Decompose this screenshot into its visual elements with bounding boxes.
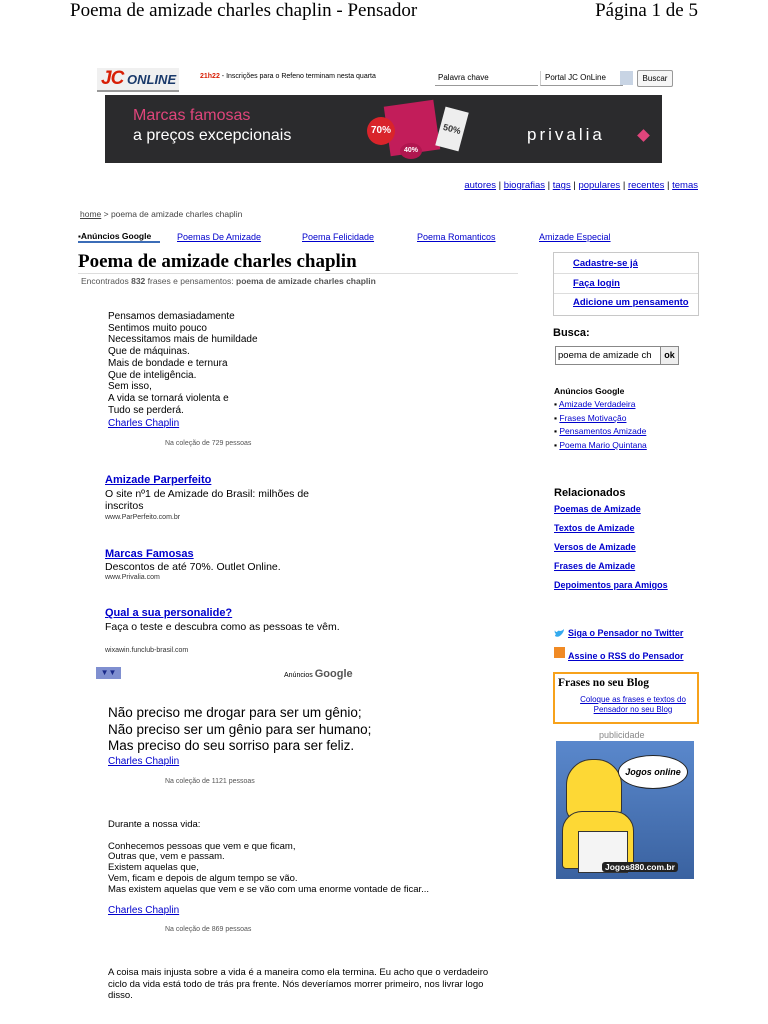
jc-logo-online: ONLINE xyxy=(127,72,177,87)
print-title: Poema de amizade charles chaplin - Pensador xyxy=(70,0,418,21)
jc-ticker[interactable] xyxy=(200,73,376,80)
privalia-logo: privalia xyxy=(527,125,605,144)
breadcrumb xyxy=(80,209,242,219)
login-link[interactable]: Faça login xyxy=(573,278,620,289)
poem-author-link[interactable]: Charles Chaplin xyxy=(108,905,180,916)
poem-text: Durante a nossa vida: Conhecemos pessoas que vem e que ficam, Outras que, vem e passam. Existem aquelas que, Vem, ficam e depois de algum tempo se vão. Mas existem aquelas que vem e se vão com uma enorme vontade de ficar... xyxy=(108,819,430,895)
results-summary: Encontrados 832 frases e pensamentos: poema de amizade charles chaplin xyxy=(81,276,376,286)
nav-biografias[interactable]: biografias xyxy=(503,180,545,191)
account-divider xyxy=(554,273,698,274)
jc-portal-select[interactable]: Portal JC OnLine xyxy=(540,71,623,86)
jc-logo-jc: JC xyxy=(101,68,124,89)
blog-box xyxy=(553,672,699,724)
privalia-star-icon xyxy=(637,129,650,142)
signup-link[interactable]: Cadastre-se já xyxy=(573,258,638,269)
account-divider xyxy=(554,293,698,294)
publicidade-label: publicidade xyxy=(599,730,645,740)
ads-nav-amizade-especial[interactable]: Amizade Especial xyxy=(539,232,611,242)
related-link[interactable]: Textos de Amizade xyxy=(554,523,635,533)
google-logo: Google xyxy=(314,668,353,680)
ad-url[interactable]: www.ParPerfeito.com.br xyxy=(105,514,181,521)
ad-description: O site nº1 de Amizade do Brasil: milhões de inscritos xyxy=(105,488,310,512)
blog-box-title: Frases no seu Blog xyxy=(558,677,650,689)
ad-url[interactable]: wixawin.funclub-brasil.com xyxy=(105,647,189,654)
discount-badge-40: 40% xyxy=(400,143,422,159)
sidebar-ad-link[interactable]: Pensamentos Amizade xyxy=(559,426,647,436)
rss-icon xyxy=(554,647,565,658)
ticker-time: 21h22 xyxy=(200,73,220,80)
sidebar-search-input[interactable]: poema de amizade ch xyxy=(555,346,661,365)
sidebar-ad-link[interactable]: Frases Motivação xyxy=(559,412,627,423)
poem-text: Pensamos demasiadamente Sentimos muito pouco Necessitamos mais de humildade Que de máquinas. Mais de bondade e ternura Que de inteligência. Sem isso, A vida se tornará violenta e Tudo se perderá. xyxy=(108,311,258,416)
poem-collection-count: Na coleção de 869 pessoas xyxy=(165,926,252,933)
jogos-online-ad[interactable] xyxy=(556,741,694,879)
discount-tag-50: 50% xyxy=(435,107,469,152)
jc-select-toggle[interactable] xyxy=(620,71,633,85)
banner-line2: a preços excepcionais xyxy=(133,127,292,144)
breadcrumb-home[interactable]: home xyxy=(80,209,102,219)
sidebar-ads-list: ▪ Amizade Verdadeira ▪ Frases Motivação ▪ Pensamentos Amizade ▪ Poema Mario Quintana xyxy=(554,399,647,450)
sidebar-search-label: Busca: xyxy=(553,327,590,339)
poem-text: Não preciso me drogar para ser um gênio; Não preciso ser um gênio para ser humano; Mas preciso do seu sorriso para ser feliz. xyxy=(108,705,372,753)
ads-nav-poema-felicidade[interactable]: Poema Felicidade xyxy=(302,232,375,242)
page-title: Poema de amizade charles chaplin xyxy=(78,251,357,272)
ad-url[interactable]: www.Privalia.com xyxy=(105,574,160,581)
jc-search-button[interactable]: Buscar xyxy=(637,70,673,87)
ads-nav-underline xyxy=(78,241,160,243)
ad-description: Faça o teste e descubra como as pessoas te vêm. xyxy=(105,621,340,633)
discount-badge-70: 70% xyxy=(367,117,395,145)
add-thought-link[interactable]: Adicione um pensamento xyxy=(573,297,689,308)
sidebar-search-button[interactable]: ok xyxy=(660,346,679,365)
ad-title[interactable]: Qual a sua personalide? xyxy=(105,607,233,619)
ad-description: Descontos de até 70%. Outlet Online. xyxy=(105,561,281,573)
ads-nav-poemas-de-amizade[interactable]: Poemas De Amizade xyxy=(177,232,262,242)
banner-line1: Marcas famosas xyxy=(133,107,251,124)
title-divider xyxy=(78,273,518,274)
sidebar-ads-title: Anúncios Google xyxy=(554,386,625,396)
related-link[interactable]: Depoimentos para Amigos xyxy=(554,580,668,590)
poem-collection-count: Na coleção de 1121 pessoas xyxy=(165,778,255,785)
privalia-banner[interactable] xyxy=(105,95,662,163)
ads-nav-poema-romanticos[interactable]: Poema Romanticos xyxy=(417,232,496,242)
poem-collection-count: Na coleção de 729 pessoas xyxy=(165,440,252,447)
poem-author-link[interactable]: Charles Chaplin xyxy=(108,756,180,767)
twitter-bird-icon xyxy=(554,626,565,637)
poem-text: A coisa mais injusta sobre a vida é a maneira como ela termina. Eu acho que o verdadeiro ciclo da vida está todo de trás pra frente. Nós deveríamos morrer primeiro, nos livrar logo disso. xyxy=(108,967,489,1001)
account-box xyxy=(553,252,699,316)
ticker-text: - Inscrições para o Refeno terminam nesta quarta xyxy=(219,73,376,80)
results-query: poema de amizade charles chaplin xyxy=(236,276,376,286)
sidebar-ad-link[interactable]: Amizade Verdadeira xyxy=(558,399,636,409)
results-count: 832 xyxy=(131,276,146,286)
ad-title[interactable]: Amizade Parperfeito xyxy=(105,474,212,486)
related-link[interactable]: Poemas de Amizade xyxy=(554,504,641,514)
nav-autores[interactable]: autores xyxy=(464,180,497,191)
jc-logo[interactable] xyxy=(97,68,179,92)
related-link[interactable]: Versos de Amizade xyxy=(554,542,636,552)
print-page-number: Página 1 de 5 xyxy=(595,0,698,21)
jc-search-input[interactable]: Palavra chave xyxy=(435,71,538,86)
ads-by-google[interactable]: Anúncios Google xyxy=(284,668,353,680)
twitter-link[interactable]: Siga o Pensador no Twitter xyxy=(568,628,684,638)
ad-title[interactable]: Marcas Famosas xyxy=(105,548,194,560)
speech-bubble: Jogos online xyxy=(618,755,688,789)
ads-options-icon[interactable]: ▼▼ xyxy=(96,667,121,679)
nav-temas[interactable]: temas xyxy=(672,180,698,191)
related-link[interactable]: Frases de Amizade xyxy=(554,561,636,571)
top-nav: autores | biografias | tags | populares | recentes | temas xyxy=(464,180,698,191)
ads-nav-label: ▪Anúncios Google xyxy=(78,231,152,241)
nav-populares[interactable]: populares xyxy=(578,180,621,191)
blog-box-link[interactable]: Coloque as frases e textos do Pensador no seu Blog xyxy=(580,695,686,714)
jogos-site-label: Jogos880.com.br xyxy=(602,862,678,872)
sidebar-ad-link[interactable]: Poema Mario Quintana xyxy=(559,439,647,450)
rss-link[interactable]: Assine o RSS do Pensador xyxy=(568,651,684,661)
related-title: Relacionados xyxy=(554,487,626,499)
nav-tags[interactable]: tags xyxy=(552,180,571,191)
breadcrumb-current: > poema de amizade charles chaplin xyxy=(101,209,243,219)
poem-author-link[interactable]: Charles Chaplin xyxy=(108,418,180,429)
nav-recentes[interactable]: recentes xyxy=(627,180,665,191)
